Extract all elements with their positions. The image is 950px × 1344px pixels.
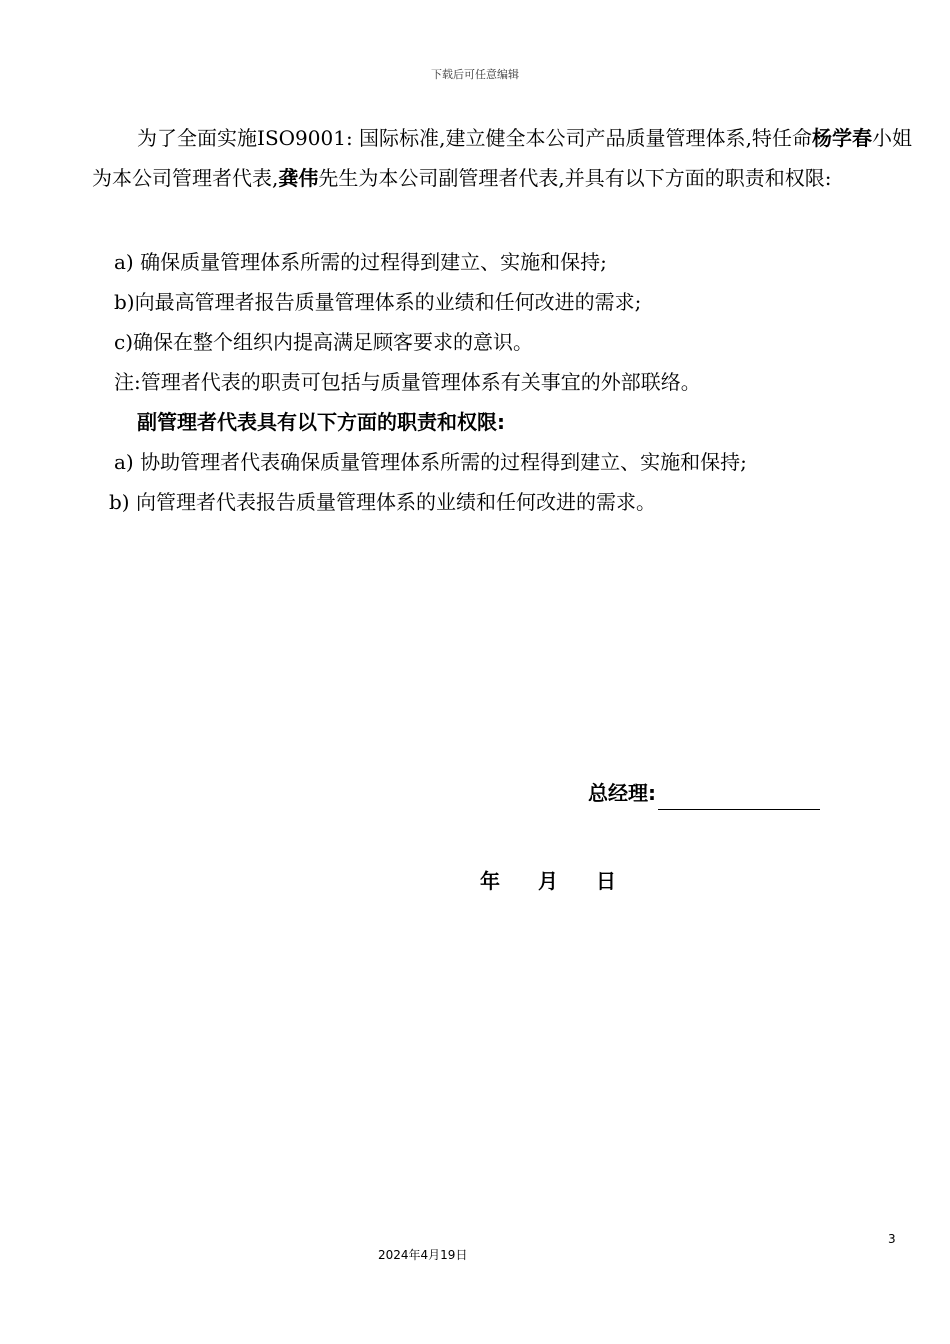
intro-paragraph [92, 118, 912, 198]
intro-text-2: 小姐为本公司管理者代表, [92, 126, 913, 190]
intro-text-1: 为了全面实施ISO9001: 国际标准,建立健全本公司产品质量管理体系,特任命 [137, 126, 812, 150]
page-header-note: 下载后可任意编辑 [431, 68, 519, 81]
intro-text-3: 先生为本公司副管理者代表,并具有以下方面的职责和权限: [318, 166, 832, 190]
deputy-item-b: b) 向管理者代表报告质量管理体系的业绩和任何改进的需求。 [109, 490, 656, 514]
representative-name: 杨学春 [811, 126, 872, 150]
deputy-representative-name: 龚伟 [278, 166, 319, 190]
date-row [480, 864, 616, 898]
general-manager-label: 总经理: [588, 781, 656, 805]
footer-date: 2024年4月19日 [378, 1248, 468, 1262]
page-number: 3 [888, 1232, 896, 1246]
date-day: 日 [596, 869, 616, 893]
deputy-item-a: a) 协助管理者代表确保质量管理体系所需的过程得到建立、实施和保持; [114, 450, 747, 474]
signature-line [658, 783, 820, 810]
date-year: 年 [480, 869, 500, 893]
duty-item-c: c)确保在整个组织内提高满足顾客要求的意识。 [114, 330, 534, 354]
duty-item-a: a) 确保质量管理体系所需的过程得到建立、实施和保持; [114, 250, 607, 274]
deputy-heading: 副管理者代表具有以下方面的职责和权限: [137, 410, 505, 434]
duty-note: 注:管理者代表的职责可包括与质量管理体系有关事宜的外部联络。 [114, 370, 701, 394]
signature-block [588, 776, 820, 810]
duty-item-b: b)向最高管理者报告质量管理体系的业绩和任何改进的需求; [114, 290, 642, 314]
date-month: 月 [538, 869, 558, 893]
